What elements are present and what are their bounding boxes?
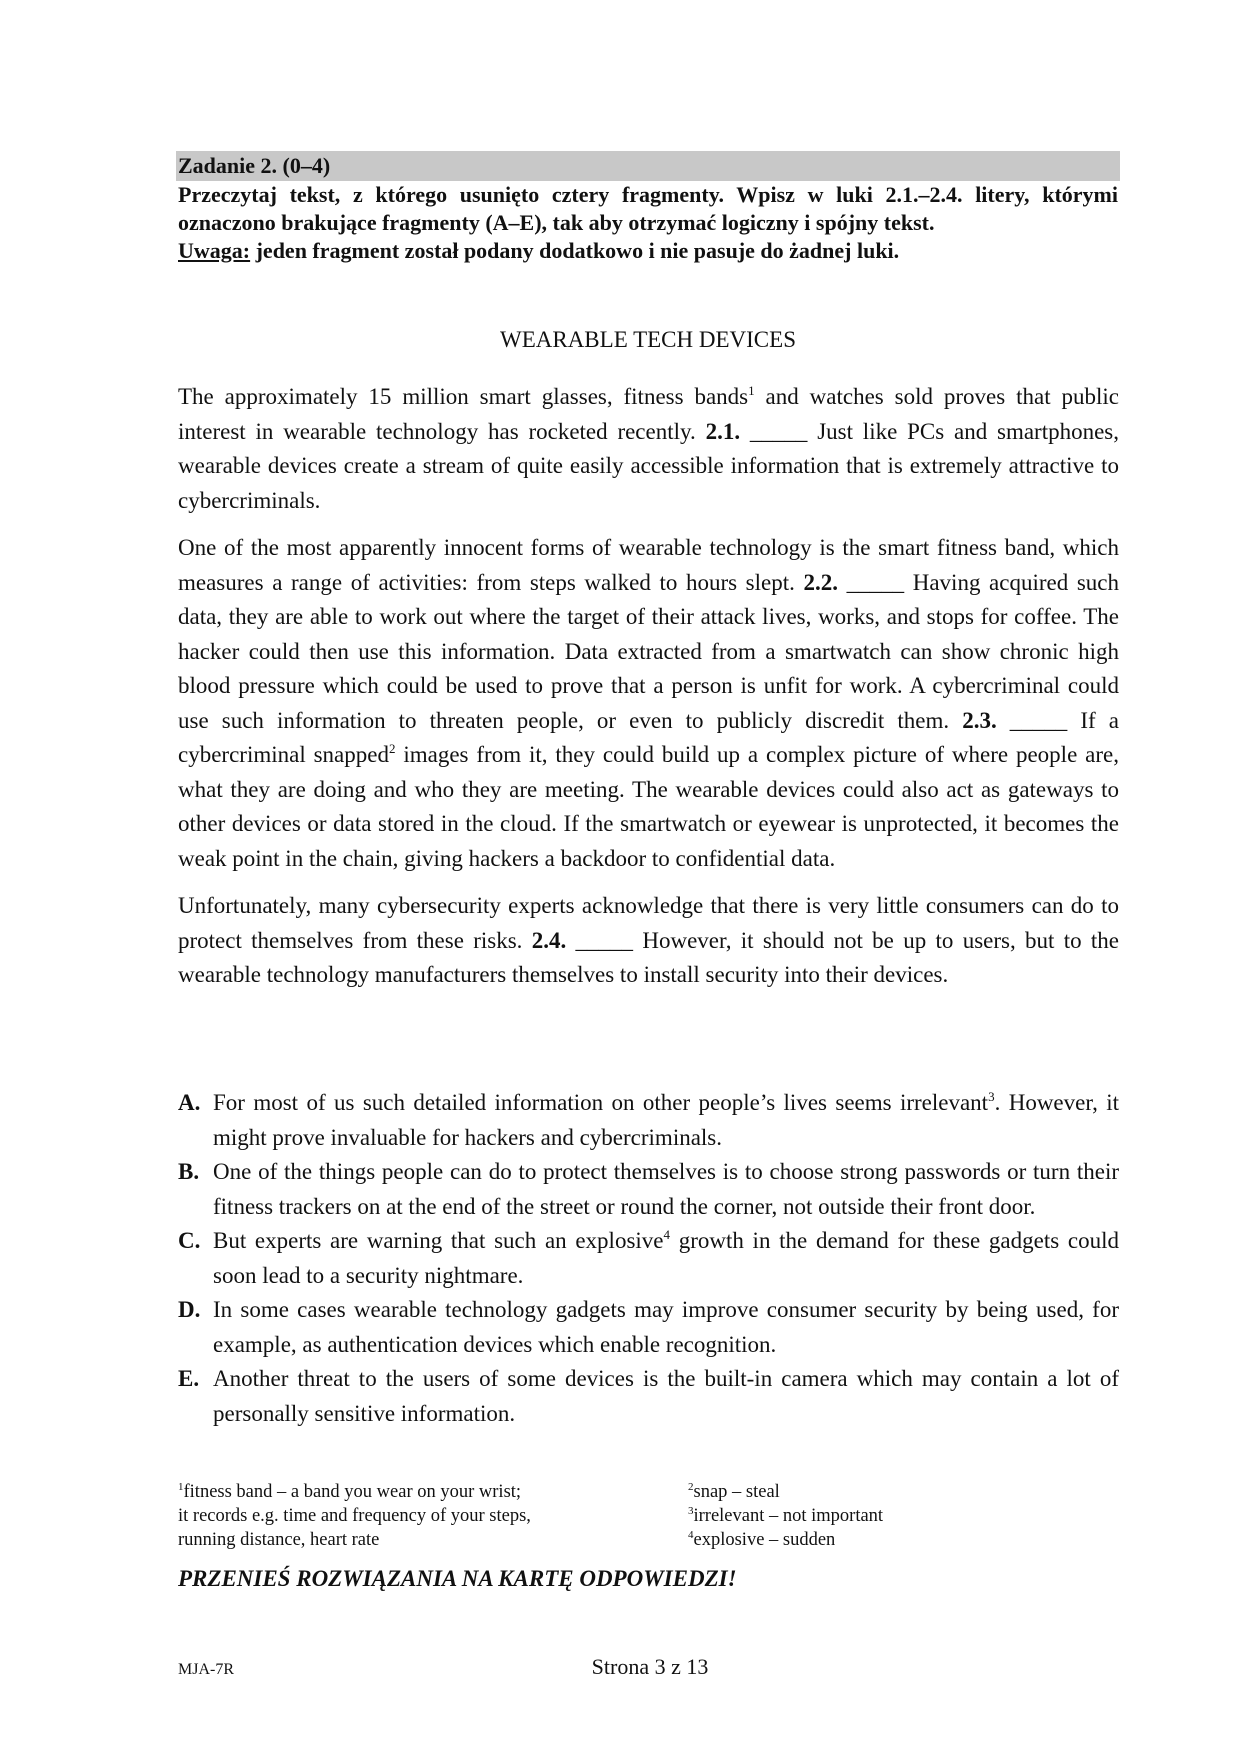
option-letter: B. xyxy=(178,1159,200,1184)
footnote-number: 3 xyxy=(688,1505,694,1517)
p2-text-a: One of the most apparently innocent forms of wearable technology is the smart fitness band, which measures a range of activities: from steps walked to hours slept. xyxy=(178,535,1119,595)
footnote-number: 2 xyxy=(688,1481,694,1493)
footnote-4 xyxy=(688,1528,1088,1552)
gap-2-4-number: 2.4. xyxy=(531,927,567,953)
exam-code: MJA-7R xyxy=(178,1661,235,1678)
footnote-1-line-3: running distance, heart rate xyxy=(178,1530,380,1550)
footnote-ref-2: 2 xyxy=(388,741,396,756)
article-title: WEARABLE TECH DEVICES xyxy=(499,327,796,352)
footnote-ref-3: 3 xyxy=(988,1089,995,1104)
option-letter: A. xyxy=(178,1090,201,1115)
article-paragraph-2 xyxy=(178,531,1119,876)
gap-2-2-number: 2.2. xyxy=(803,569,838,595)
option-a-text-1: For most of us such detailed information on other people’s lives seems irrelevant xyxy=(213,1090,989,1115)
footnote-text: irrelevant – not important xyxy=(693,1506,884,1526)
p3-text-a: Unfortunately, many cybersecurity experts acknowledge that there is very little consumers can do to protect themselves from these risks. xyxy=(178,893,1119,953)
footnote-number: 1 xyxy=(178,1481,184,1493)
p2-text-d: images from it, they could build up a complex picture of where people are, what they are doing and who they are meeting. The wearable devices could also act as gateways to other devices or data stored in the cloud. If the smartwatch or eyewear is unprotected, it becomes the weak point in the chain, giving hackers a backdoor to confidential data. xyxy=(178,742,1119,871)
option-c-text-2: growth in the demand for these gadgets could soon lead to a security nightmare. xyxy=(213,1228,1119,1288)
gap-2-3-blank: _____ xyxy=(996,707,1081,733)
option-text: In some cases wearable technology gadgets may improve consumer security by being used, for example, as authentication devices which enable recognition. xyxy=(213,1297,1119,1357)
p2-text-b: Having acquired such data, they are able to work out where the target of their attack lives, works, and stops for coffee. The hacker could then use this information. Data extracted from a smartwatch can show chronic high blood pressure which could be used to prove that a person is unfit for work. A cybercriminal could use such information to threaten people, or even to publicly discredit them. xyxy=(178,569,1120,733)
article-paragraph-1 xyxy=(178,380,1119,518)
option-e xyxy=(178,1362,1119,1431)
footnote-text: explosive – sudden xyxy=(693,1530,836,1550)
note-label: Uwaga: xyxy=(178,238,251,263)
footnote-ref-1: 1 xyxy=(748,383,755,398)
option-a-text-2: . However, it might prove invaluable for hackers and cybercriminals. xyxy=(213,1090,1119,1150)
gap-2-1-number: 2.1. xyxy=(705,418,741,444)
option-text: One of the things people can do to protect themselves is to choose strong passwords or turn their fitness trackers on at the end of the street or round the corner, not outside their front door. xyxy=(213,1159,1119,1219)
note-line xyxy=(178,237,1118,265)
p1-text-a: The approximately 15 million smart glasses, fitness bands xyxy=(178,384,749,409)
footnote-1-line-2: it records e.g. time and frequency of your steps, xyxy=(178,1506,531,1526)
option-letter: D. xyxy=(178,1297,201,1322)
footnote-text: fitness band – a band you wear on your wrist; xyxy=(183,1482,522,1502)
footnote-number: 4 xyxy=(688,1529,694,1541)
page-number: Strona 3 z 13 xyxy=(591,1654,709,1679)
article-paragraph-3 xyxy=(178,889,1119,993)
footnote-1 xyxy=(178,1480,638,1552)
gap-2-4-blank: _____ xyxy=(566,927,643,953)
gap-2-3-number: 2.3. xyxy=(962,707,997,733)
task-title: Zadanie 2. (0–4) xyxy=(176,151,1120,181)
instruction-text: Przeczytaj tekst, z którego usunięto cztery fragmenty. Wpisz w luki 2.1.–2.4. litery, którymi oznaczono brakujące fragmenty (A–E), tak aby otrzymać logiczny i spójny tekst. xyxy=(178,182,1118,235)
footnote-text: snap – steal xyxy=(693,1482,780,1502)
option-c-text-1: But experts are warning that such an explosive xyxy=(213,1228,664,1253)
footnotes-2-4 xyxy=(688,1480,1088,1552)
option-text xyxy=(213,1224,1119,1293)
footnote-1-line-1 xyxy=(178,1480,638,1504)
article-body xyxy=(178,380,1119,1006)
p3-text-b: However, it should not be up to users, but to the wearable technology manufacturers themselves to install security into their devices. xyxy=(178,927,1119,987)
gap-2-1-blank: _____ xyxy=(740,418,818,444)
transfer-answers-note: PRZENIEŚ ROZWIĄZANIA NA KARTĘ ODPOWIEDZI! xyxy=(178,1566,737,1591)
p1-text-b: and watches sold proves that public interest in wearable technology has rocketed recently. xyxy=(178,384,1119,444)
option-letter: E. xyxy=(178,1366,200,1391)
p2-text-c: If a cybercriminal snapped xyxy=(178,707,1120,767)
answer-options xyxy=(178,1086,1119,1431)
option-text xyxy=(213,1086,1119,1155)
gap-2-2-blank: _____ xyxy=(838,569,913,595)
option-b xyxy=(178,1155,1119,1224)
option-c xyxy=(178,1224,1119,1293)
note-text: jeden fragment został podany dodatkowo i nie pasuje do żadnej luki. xyxy=(250,238,900,263)
p1-text-c: Just like PCs and smartphones, wearable devices create a stream of quite easily accessible information that is extremely attractive to cybercriminals. xyxy=(178,418,1120,513)
footnote-ref-4: 4 xyxy=(663,1227,670,1242)
footnote-2 xyxy=(688,1480,1088,1504)
option-a xyxy=(178,1086,1119,1155)
option-letter: C. xyxy=(178,1228,201,1253)
option-text: Another threat to the users of some devices is the built-in camera which may contain a lot of personally sensitive information. xyxy=(213,1366,1119,1426)
task-instructions xyxy=(178,181,1118,265)
footnote-3 xyxy=(688,1504,1088,1528)
option-d xyxy=(178,1293,1119,1362)
